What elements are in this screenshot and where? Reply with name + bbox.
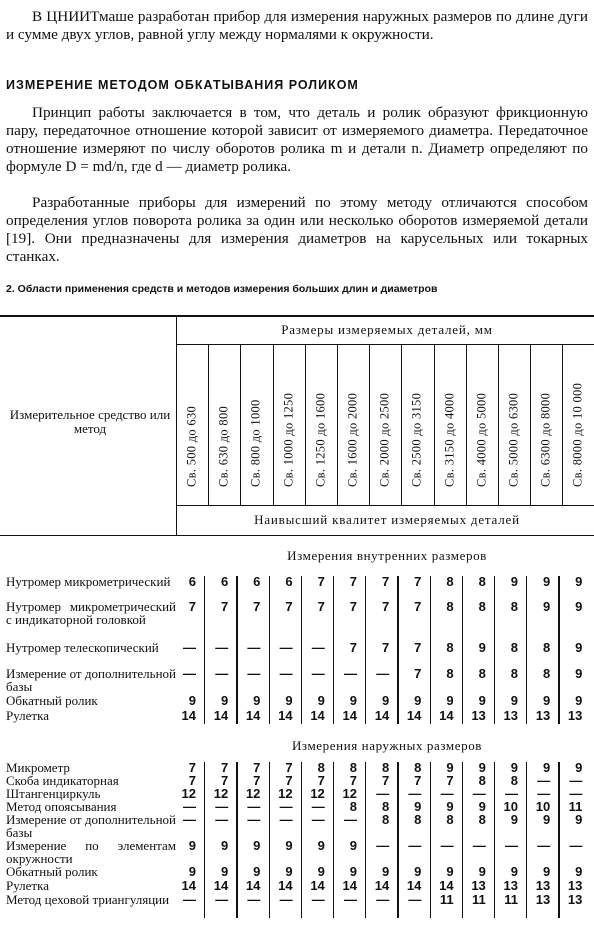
table-cell: 8 bbox=[446, 666, 454, 681]
size-range-label: Св. 800 до 1000 bbox=[248, 399, 263, 487]
table-cell: 9 bbox=[478, 693, 486, 708]
size-range-label: Св. 4000 до 5000 bbox=[474, 392, 489, 487]
table-cell: 13 bbox=[567, 878, 583, 893]
table-row-label: Обкатный ролик bbox=[6, 693, 98, 708]
size-range-header bbox=[305, 352, 337, 502]
table-row-label: Штангенциркуль bbox=[6, 786, 101, 801]
table-cell: — bbox=[344, 812, 357, 827]
table-cell: 8 bbox=[478, 666, 486, 681]
table-cell: 14 bbox=[374, 708, 390, 723]
size-range-label: Св. 1000 до 1250 bbox=[281, 392, 296, 487]
table-cell: 9 bbox=[542, 574, 551, 589]
size-range-header bbox=[240, 352, 272, 502]
size-range-label: Св. 8000 до 10 000 bbox=[570, 382, 585, 487]
table-cell: 9 bbox=[188, 838, 196, 853]
table-cell: — bbox=[215, 640, 229, 655]
table-cell: 9 bbox=[542, 599, 551, 614]
table-cell: 9 bbox=[510, 864, 518, 879]
table-row-label: Рулетка bbox=[6, 878, 49, 893]
table-cell: 10 bbox=[535, 799, 551, 814]
table-cell: — bbox=[537, 838, 551, 853]
paragraph-devices: Разработанные приборы для измерений по этому методу отличаются способом определения углов поворота ролика за один или несколько оборотов измеряемой детали [19]. Они предназначены для измерения диаметров на карусельных или токарных станках. bbox=[6, 194, 588, 265]
table-cell: 9 bbox=[575, 693, 583, 708]
table-cell: 9 bbox=[317, 864, 325, 879]
table-cell: 8 bbox=[478, 574, 486, 589]
column-divider bbox=[305, 344, 306, 505]
table-cell: 9 bbox=[220, 864, 229, 879]
column-divider bbox=[401, 344, 402, 505]
stub-header: Измерительное средство или метод bbox=[9, 407, 171, 436]
table-cell: 9 bbox=[575, 760, 583, 775]
table-cell: 8 bbox=[510, 640, 518, 655]
table-cell: — bbox=[376, 666, 390, 681]
table-row-label: Измерение по элементам окружности bbox=[6, 838, 176, 866]
table-cell: 13 bbox=[535, 708, 551, 723]
table-cell: 8 bbox=[381, 812, 390, 827]
table-cell: — bbox=[440, 838, 454, 853]
table-cell: — bbox=[279, 640, 293, 655]
table-row-label: Нутромер микрометрический с индикаторной головкой bbox=[6, 599, 176, 627]
table-cell: 7 bbox=[349, 773, 357, 788]
column-divider bbox=[434, 344, 435, 505]
table-cell: 13 bbox=[535, 878, 551, 893]
table-cell: 12 bbox=[310, 786, 325, 801]
table-cell: 9 bbox=[446, 799, 454, 814]
table-cell: 13 bbox=[535, 892, 551, 907]
size-range-header bbox=[434, 352, 466, 502]
table-cell: 14 bbox=[439, 878, 454, 893]
size-range-label: Св. 5000 до 6300 bbox=[506, 392, 521, 487]
table-cell: 14 bbox=[406, 878, 422, 893]
table-cell: 14 bbox=[245, 878, 261, 893]
grade-header: Наивысший квалитет измеряемых деталей bbox=[254, 512, 520, 527]
table-cell: 13 bbox=[567, 708, 583, 723]
table-cell: — bbox=[537, 773, 551, 788]
column-divider bbox=[208, 344, 209, 505]
table-cell: 8 bbox=[317, 760, 325, 775]
table-cell: 11 bbox=[504, 892, 518, 907]
table-cell: — bbox=[311, 892, 325, 907]
table-cell: 9 bbox=[349, 838, 357, 853]
table-cell: 8 bbox=[381, 760, 390, 775]
table-cell: 10 bbox=[503, 799, 518, 814]
table-cell: 8 bbox=[414, 812, 422, 827]
table-top-rule bbox=[0, 315, 594, 317]
table-cell: 9 bbox=[253, 838, 261, 853]
table-cell: 8 bbox=[446, 599, 454, 614]
table-cell: 9 bbox=[285, 838, 293, 853]
table-caption: 2. Области применения средств и методов измерения больших длин и диаметров bbox=[6, 283, 438, 295]
table-cell: 14 bbox=[245, 708, 261, 723]
table-cell: 6 bbox=[285, 574, 293, 589]
table-cell: 8 bbox=[542, 666, 551, 681]
table-cell: 9 bbox=[446, 760, 454, 775]
size-range-header bbox=[337, 352, 369, 502]
table-cell: 12 bbox=[213, 786, 229, 801]
table-cell: 13 bbox=[503, 878, 518, 893]
table-row-label: Микрометр bbox=[6, 760, 70, 775]
size-range-header bbox=[466, 352, 498, 502]
table-cell: 14 bbox=[406, 708, 422, 723]
table-cell: — bbox=[183, 640, 196, 655]
section-heading: ИЗМЕРЕНИЕ МЕТОДОМ ОБКАТЫВАНИЯ РОЛИКОМ bbox=[6, 78, 359, 92]
table-cell: — bbox=[183, 892, 196, 907]
table-cell: — bbox=[279, 812, 293, 827]
table-cell: 11 bbox=[439, 892, 454, 907]
table-cell: — bbox=[183, 666, 196, 681]
table-cell: — bbox=[215, 666, 229, 681]
table-cell: 6 bbox=[188, 574, 196, 589]
table-cell: 14 bbox=[439, 708, 454, 723]
table-cell: 9 bbox=[414, 693, 422, 708]
table-cell: 8 bbox=[414, 760, 422, 775]
column-divider bbox=[240, 344, 241, 505]
table-cell: — bbox=[215, 799, 229, 814]
table-cell: 8 bbox=[510, 599, 518, 614]
table-cell: 9 bbox=[220, 838, 229, 853]
table-cell: 9 bbox=[478, 640, 486, 655]
table-cell: 12 bbox=[181, 786, 196, 801]
table-cell: 9 bbox=[188, 693, 196, 708]
size-range-header bbox=[176, 352, 208, 502]
table-cell: 8 bbox=[510, 773, 518, 788]
table-cell: 9 bbox=[446, 864, 454, 879]
table-row-label: Обкатный ролик bbox=[6, 864, 98, 879]
table-cell: 9 bbox=[575, 640, 583, 655]
table-cell: — bbox=[183, 799, 196, 814]
table-cell: — bbox=[537, 786, 551, 801]
column-divider bbox=[273, 344, 274, 505]
table-cell: 7 bbox=[220, 773, 229, 788]
table-cell: 9 bbox=[510, 812, 518, 827]
table-row-label: Нутромер телескопический bbox=[6, 640, 159, 655]
table-cell: 9 bbox=[478, 864, 486, 879]
table-cell: 7 bbox=[381, 574, 390, 589]
column-divider bbox=[369, 344, 370, 505]
size-header: Размеры измеряемых деталей, мм bbox=[281, 322, 493, 337]
table-cell: 7 bbox=[317, 599, 325, 614]
table-cell: 9 bbox=[414, 864, 422, 879]
table-cell: 12 bbox=[245, 786, 261, 801]
table-cell: 14 bbox=[181, 878, 196, 893]
table-cell: 7 bbox=[349, 574, 357, 589]
table-cell: 9 bbox=[414, 799, 422, 814]
table-cell: 9 bbox=[575, 864, 583, 879]
table-cell: 9 bbox=[575, 599, 583, 614]
table-cell: 9 bbox=[575, 812, 583, 827]
table-cell: 7 bbox=[253, 599, 261, 614]
table-cell: — bbox=[505, 838, 518, 853]
table-cell: 9 bbox=[478, 760, 486, 775]
table-cell: 7 bbox=[253, 760, 261, 775]
size-range-label: Св. 500 до 630 bbox=[184, 405, 199, 487]
table-cell: — bbox=[247, 666, 261, 681]
size-range-label: Св. 630 до 800 bbox=[216, 405, 231, 487]
table-cell: 6 bbox=[220, 574, 229, 589]
table-cell: 9 bbox=[317, 838, 325, 853]
table-cell: — bbox=[569, 773, 583, 788]
table-cell: 7 bbox=[285, 760, 293, 775]
table-cell: 9 bbox=[542, 760, 551, 775]
table-cell: — bbox=[408, 838, 422, 853]
table-cell: 14 bbox=[310, 708, 325, 723]
table-cell: — bbox=[569, 838, 583, 853]
size-range-header bbox=[401, 352, 433, 502]
table-cell: — bbox=[279, 799, 293, 814]
table-row-label: Измерение от дополнительной базы bbox=[6, 666, 176, 694]
size-range-header bbox=[208, 352, 240, 502]
size-range-label: Св. 2500 до 3150 bbox=[409, 392, 424, 487]
table-cell: 7 bbox=[188, 773, 196, 788]
size-range-label: Св. 1250 до 1600 bbox=[313, 392, 328, 487]
table-cell: 13 bbox=[503, 708, 518, 723]
table-cell: 9 bbox=[188, 864, 196, 879]
table-cell: 9 bbox=[446, 693, 454, 708]
table-cell: 7 bbox=[414, 599, 422, 614]
size-range-header bbox=[530, 352, 562, 502]
table-cell: — bbox=[311, 812, 325, 827]
table-cell: — bbox=[311, 640, 325, 655]
header-bottom-rule bbox=[0, 535, 594, 536]
table-cell: — bbox=[247, 892, 261, 907]
table-cell: 8 bbox=[446, 812, 454, 827]
table-cell: 7 bbox=[414, 574, 422, 589]
table-cell: 14 bbox=[213, 878, 229, 893]
size-range-header bbox=[369, 352, 401, 502]
table-cell: 9 bbox=[317, 693, 325, 708]
table-row-label: Метод цеховой триангуляции bbox=[6, 892, 170, 907]
table-cell: 11 bbox=[472, 892, 486, 907]
table-cell: 8 bbox=[478, 599, 486, 614]
table-row-label: Рулетка bbox=[6, 708, 49, 723]
table-cell: 9 bbox=[349, 864, 357, 879]
table-cell: 7 bbox=[446, 773, 454, 788]
column-divider bbox=[498, 344, 499, 505]
table-row-label: Нутромер микрометрический bbox=[6, 574, 171, 589]
size-range-header bbox=[498, 352, 530, 502]
column-divider bbox=[562, 344, 563, 505]
table-cell: — bbox=[311, 666, 325, 681]
size-range-label: Св. 3150 до 4000 bbox=[442, 392, 457, 487]
table-cell: 14 bbox=[278, 878, 293, 893]
table-cell: 8 bbox=[349, 799, 357, 814]
table-cell: 13 bbox=[471, 878, 486, 893]
table-cell: — bbox=[215, 812, 229, 827]
table-cell: 8 bbox=[349, 760, 357, 775]
table-cell: 14 bbox=[181, 708, 196, 723]
table-cell: 7 bbox=[317, 574, 325, 589]
table-cell: — bbox=[247, 799, 261, 814]
table-cell: 9 bbox=[285, 693, 293, 708]
table-cell: — bbox=[311, 799, 325, 814]
table-cell: 9 bbox=[253, 693, 261, 708]
table-cell: 11 bbox=[568, 799, 583, 814]
table-cell: 7 bbox=[381, 773, 390, 788]
table-cell: 8 bbox=[542, 640, 551, 655]
table-cell: 9 bbox=[542, 864, 551, 879]
table-cell: 8 bbox=[381, 799, 390, 814]
table-cell: — bbox=[215, 892, 229, 907]
column-divider bbox=[530, 344, 531, 505]
table-cell: — bbox=[344, 892, 357, 907]
table-cell: 7 bbox=[285, 773, 293, 788]
table-cell: — bbox=[505, 786, 518, 801]
table-cell: 8 bbox=[446, 640, 454, 655]
table-cell: — bbox=[408, 892, 422, 907]
table-cell: 8 bbox=[478, 812, 486, 827]
table-cell: 9 bbox=[220, 693, 229, 708]
table-cell: — bbox=[279, 892, 293, 907]
column-divider bbox=[337, 344, 338, 505]
table-cell: 6 bbox=[253, 574, 261, 589]
table-cell: 14 bbox=[278, 708, 293, 723]
table-cell: 8 bbox=[478, 773, 486, 788]
table-cell: 8 bbox=[446, 574, 454, 589]
table-row-label: Скоба индикаторная bbox=[6, 773, 119, 788]
table-cell: — bbox=[247, 640, 261, 655]
table-cell: 12 bbox=[342, 786, 357, 801]
paragraph-principle: Принцип работы заключается в том, что деталь и ролик образуют фрикционную пару, передаточное отношение которой зависит от измеряемого диаметра. Передаточное отношение измеряют по числу оборотов ролика m и детали n. Диаметр определяют по формуле D = md/n, где d — диаметр ролика. bbox=[6, 104, 588, 175]
table-cell: 9 bbox=[542, 693, 551, 708]
table-cell: 7 bbox=[188, 760, 196, 775]
table-cell: — bbox=[472, 786, 486, 801]
size-range-header bbox=[273, 352, 305, 502]
table-row-label: Метод опоясывания bbox=[6, 799, 117, 814]
table-cell: 7 bbox=[285, 599, 293, 614]
table-cell: — bbox=[440, 786, 454, 801]
table-cell: 9 bbox=[510, 760, 518, 775]
table-cell: 14 bbox=[342, 878, 357, 893]
table-cell: 7 bbox=[220, 599, 229, 614]
table-cell: — bbox=[376, 838, 390, 853]
table-cell: 9 bbox=[381, 693, 390, 708]
table-cell: — bbox=[408, 786, 422, 801]
table-cell: — bbox=[344, 666, 357, 681]
table-cell: 7 bbox=[381, 640, 390, 655]
table-cell: — bbox=[376, 892, 390, 907]
size-range-label: Св. 6300 до 8000 bbox=[538, 392, 553, 487]
table-cell: 9 bbox=[542, 812, 551, 827]
table-cell: 9 bbox=[510, 574, 518, 589]
header-rule-1 bbox=[176, 344, 594, 345]
size-range-label: Св. 1600 до 2000 bbox=[345, 392, 360, 487]
table-cell: 9 bbox=[510, 693, 518, 708]
table-cell: 7 bbox=[317, 773, 325, 788]
table-cell: 8 bbox=[510, 666, 518, 681]
table-cell: 9 bbox=[349, 693, 357, 708]
table-section-title: Измерения наружных размеров bbox=[291, 738, 483, 753]
table-cell: 13 bbox=[471, 708, 486, 723]
table-cell: 7 bbox=[220, 760, 229, 775]
table-cell: 9 bbox=[575, 666, 583, 681]
table-cell: 7 bbox=[381, 599, 390, 614]
table-cell: 12 bbox=[278, 786, 293, 801]
table-section-title: Измерения внутренних размеров bbox=[287, 548, 487, 563]
table-cell: 7 bbox=[349, 599, 357, 614]
table-cell: — bbox=[279, 666, 293, 681]
table-row-label: Измерение от дополнительной базы bbox=[6, 812, 176, 840]
table-cell: 14 bbox=[374, 878, 390, 893]
table-cell: 7 bbox=[188, 599, 196, 614]
table-cell: 14 bbox=[310, 878, 325, 893]
table-cell: — bbox=[376, 786, 390, 801]
size-range-label: Св. 2000 до 2500 bbox=[377, 392, 392, 487]
table-cell: 9 bbox=[253, 864, 261, 879]
table-cell: — bbox=[247, 812, 261, 827]
column-divider bbox=[466, 344, 467, 505]
table-cell: 7 bbox=[253, 773, 261, 788]
table-cell: — bbox=[569, 786, 583, 801]
table-cell: 14 bbox=[213, 708, 229, 723]
table-cell: 9 bbox=[285, 864, 293, 879]
table-cell: — bbox=[472, 838, 486, 853]
table-cell: — bbox=[183, 812, 196, 827]
table-cell: 13 bbox=[567, 892, 583, 907]
table-cell: 7 bbox=[414, 640, 422, 655]
table-cell: 14 bbox=[342, 708, 357, 723]
header-rule-2 bbox=[176, 505, 594, 506]
table-cell: 7 bbox=[414, 666, 422, 681]
table-cell: 9 bbox=[381, 864, 390, 879]
table-cell: 9 bbox=[478, 799, 486, 814]
size-range-header bbox=[562, 352, 594, 502]
table-cell: 7 bbox=[414, 773, 422, 788]
table-cell: 9 bbox=[575, 574, 583, 589]
intro-paragraph: В ЦНИИТмаше разработан прибор для измерения наружных размеров по длине дуги и сумме двух углов, равной углу между нормалями к окружности. bbox=[6, 8, 588, 43]
table-cell: 7 bbox=[349, 640, 357, 655]
